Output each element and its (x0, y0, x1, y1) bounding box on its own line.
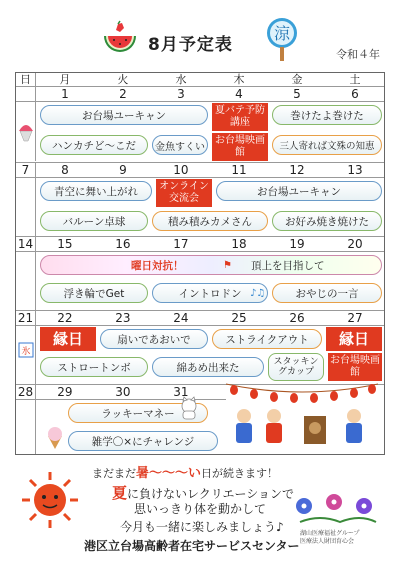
uchiwa-fan-icon (262, 16, 302, 62)
dow-thu: 木 (233, 73, 245, 86)
event-ennichi-2: 縁日 (326, 327, 382, 351)
svg-text:氷: 氷 (21, 347, 31, 357)
event-oyaji: おやじの一言 (272, 283, 382, 303)
event-natsubate: 夏バテ予防講座 (212, 103, 268, 131)
footer-line3: 思いっきり体を動かして (134, 502, 267, 516)
event-odaiba-eiga-2: お台場映画館 (328, 353, 382, 381)
sun-icon (20, 470, 80, 530)
page-title: 8月予定表 (148, 35, 233, 55)
event-odaiba-youcan: お台場ユーキャン (40, 105, 208, 125)
event-maketa: 巻けたよ巻けた (272, 105, 382, 125)
event-ukiwa: 浮き輪でGet (40, 283, 148, 303)
flag-icon: ⚑ (223, 259, 232, 271)
footer-line1: まだまだ暑～～～い日が続きます！ (92, 466, 279, 481)
event-intro: イントロドン (152, 283, 268, 303)
dow-sun: 日 (16, 73, 36, 86)
week5-dates: 28 29 30 31 (17, 385, 189, 399)
summer-festival-illustration (222, 378, 382, 448)
footer-line2: 夏に負けないレクリエーションで (112, 484, 295, 502)
event-odaiba-youcan-2: お台場ユーキャン (216, 181, 382, 201)
event-zatsugaku: 雑学〇×にチャレンジ (68, 431, 218, 451)
week4-dates: 21 22 23 24 25 26 27 (17, 311, 363, 325)
event-banner-row (40, 255, 382, 275)
event-lucky: ラッキーマネー (68, 403, 208, 423)
event-strike: ストライクアウト (212, 329, 322, 349)
music-note-icon: ♪♫ (250, 288, 266, 299)
week2-dates: 7 8 9 10 11 12 13 (16, 163, 384, 177)
dow-wed: 水 (175, 73, 187, 86)
footer-org-name: 港区立台場高齢者在宅サービスセンター (84, 539, 300, 553)
shaved-ice-icon (16, 101, 36, 161)
maneki-cat-icon (178, 396, 200, 420)
dow-sat: 土 (349, 73, 361, 86)
footer-line4: 今月も一緒に楽しみましょう♪ (120, 520, 284, 534)
morning-glory-icon (290, 492, 380, 528)
event-wataame: 綿あめ出来た (152, 357, 264, 377)
event-online: オンライン交流会 (156, 179, 212, 207)
dow-fri: 金 (291, 73, 303, 86)
event-okonomi: お好み焼き焼けた (272, 211, 382, 231)
event-stacking: スタッキン グカップ (268, 353, 324, 381)
week1-dates: 1 2 3 4 5 6 (16, 87, 384, 101)
week3-dates: 14 15 16 17 18 19 20 (17, 237, 363, 251)
event-ennichi-1: 縁日 (40, 327, 96, 351)
event-kingyo: 金魚すくい (152, 135, 208, 155)
header (0, 0, 400, 66)
event-odaiba-eiga-1: お台場映画館 (212, 133, 268, 161)
era-label: 令和４年 (336, 48, 380, 61)
event-hankachi: ハンカチど～こだ (40, 135, 148, 155)
event-youbi-taikou: 曜日対抗！ (131, 259, 184, 272)
day-of-week-row (16, 73, 384, 87)
credit: 湖山医療福祉グループ 医療法人財団育心会 (300, 530, 360, 545)
event-straw: ストロートンボ (40, 357, 148, 377)
dow-tue: 火 (117, 73, 129, 86)
dow-mon: 月 (59, 73, 71, 86)
kakigori-flag-icon (16, 325, 36, 385)
event-kame: 積み積みカメさん (152, 211, 268, 231)
event-balloon: バルーン卓球 (40, 211, 148, 231)
ice-cream-icon (44, 426, 66, 450)
event-aozora: 青空に舞い上がれ (40, 181, 152, 201)
event-choujou: 頂上を目指して (251, 259, 325, 272)
watermelon-icon (102, 20, 138, 56)
event-aoide: 扇いであおいで (100, 329, 208, 349)
uchiwa-char: 涼 (273, 24, 291, 43)
event-monju: 三人寄れば文殊の知恵 (272, 135, 382, 155)
